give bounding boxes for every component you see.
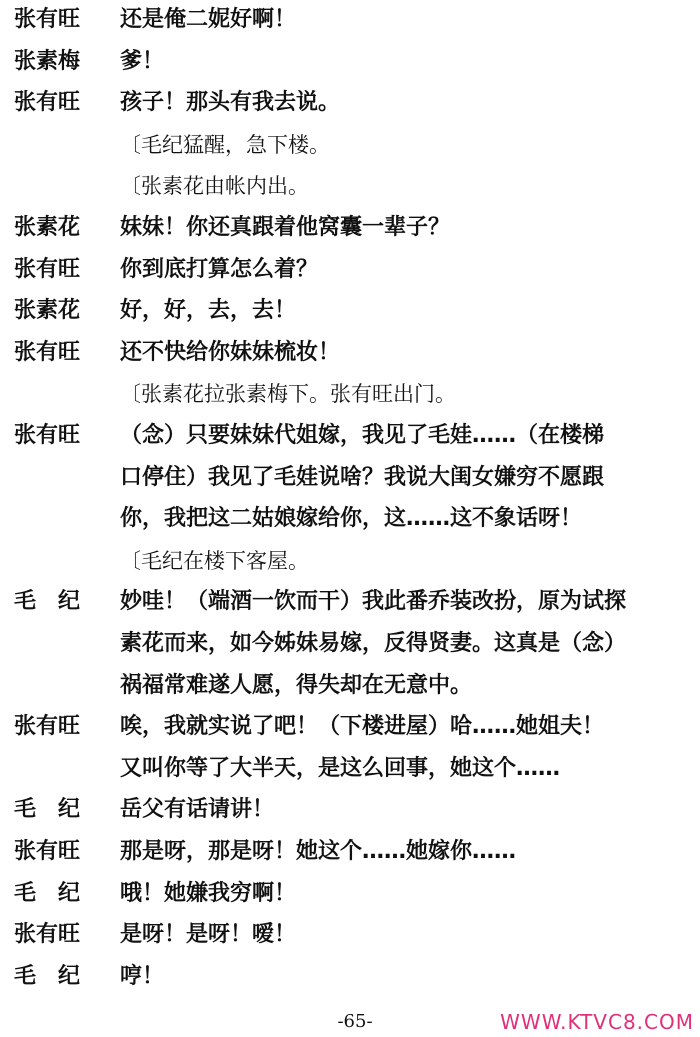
- speaker-name: 张素梅: [14, 48, 81, 74]
- dialogue-line: [0, 790, 700, 830]
- speaker-name: 张有旺: [14, 423, 81, 448]
- speech-text: 你，我把这二姑娘嫁给你，这……这不象话呀！: [120, 506, 583, 532]
- speech-text: 口停住）我见了毛娃说啥？我说大闺女嫌穷不愿跟: [120, 464, 605, 490]
- dialogue-line: [0, 707, 700, 747]
- speaker-name: 毛纪: [14, 880, 103, 906]
- speech-text: 孩子！那头有我去说。: [120, 90, 341, 116]
- dialogue-continuation: [0, 499, 700, 539]
- speaker-name: 张素花: [14, 298, 81, 324]
- dialogue-line: [0, 416, 700, 456]
- speaker-name: 毛纪: [14, 797, 103, 823]
- speech-text: 妹妹！你还真跟着他窝囊一辈子？: [120, 215, 451, 240]
- dialogue-line: [0, 83, 700, 123]
- stage-direction-line: [0, 374, 700, 414]
- speaker-name: 张素花: [14, 215, 81, 240]
- speaker-name: 张有旺: [14, 839, 81, 864]
- speaker-name: 张有旺: [14, 256, 81, 282]
- dialogue-continuation: [0, 666, 700, 706]
- speech-text: 你到底打算怎么着？: [120, 256, 319, 282]
- speech-text: 又叫你等了大半天，是这么回事，她这个……: [120, 755, 561, 781]
- speaker-name: 张有旺: [14, 7, 81, 32]
- stage-direction: 〔张素花由帐内出。: [120, 174, 309, 199]
- stage-direction: 〔张素花拉张素梅下。张有旺出门。: [120, 382, 456, 407]
- dialogue-continuation: [0, 458, 700, 498]
- speech-text: 妙哇！（端酒一饮而干）我此番乔装改扮，原为试探: [120, 589, 627, 615]
- speaker-name: 张有旺: [14, 922, 81, 948]
- speech-text: 素花而来，如今姊妹易嫁，反得贤妻。这真是（念）: [120, 631, 627, 656]
- dialogue-line: [0, 832, 700, 872]
- dialogue-line: [0, 291, 700, 331]
- stage-direction: 〔毛纪在楼下客屋。: [120, 548, 309, 573]
- speaker-name: 张有旺: [14, 714, 81, 740]
- speech-text: 是呀！是呀！嗳！: [120, 922, 297, 948]
- dialogue-line: [0, 0, 700, 40]
- speech-text: 还是俺二妮好啊！: [120, 7, 297, 32]
- stage-direction-line: [0, 541, 700, 581]
- speech-text: 那是呀，那是呀！她这个……她嫁你……: [120, 839, 517, 864]
- speech-text: 好，好，去，去！: [120, 298, 297, 324]
- speech-text: 哦！她嫌我穷啊！: [120, 880, 297, 906]
- watermark-text: WWW.KTVC8.COM: [500, 1010, 694, 1034]
- dialogue-line: [0, 208, 700, 248]
- stage-direction-line: [0, 166, 700, 206]
- speech-text: 哼！: [120, 963, 165, 989]
- dialogue-line: [0, 874, 700, 914]
- speaker-name: 张有旺: [14, 90, 81, 116]
- speech-text: 岳父有话请讲！: [120, 797, 275, 823]
- speech-text: （念）只要妹妹代姐嫁，我见了毛娃……（在楼梯: [120, 423, 605, 448]
- dialogue-line: [0, 250, 700, 290]
- speech-text: 唉，我就实说了吧！（下楼进屋）哈……她姐夫！: [120, 714, 605, 740]
- speech-text: 还不快给你妹妹梳妆！: [120, 339, 341, 365]
- dialogue-line: [0, 915, 700, 955]
- page-number: -65-: [337, 1011, 373, 1032]
- speaker-name: 毛纪: [14, 963, 103, 989]
- speech-text: 祸福常难遂人愿，得失却在无意中。: [120, 672, 473, 698]
- speech-text: 爹！: [120, 48, 165, 74]
- speaker-name: 毛纪: [14, 589, 103, 615]
- speaker-name: 张有旺: [14, 339, 81, 365]
- dialogue-line: [0, 42, 700, 82]
- dialogue-line: [0, 957, 700, 997]
- stage-direction-line: [0, 125, 700, 165]
- dialogue-line: [0, 333, 700, 373]
- dialogue-line: [0, 582, 700, 622]
- dialogue-continuation: [0, 624, 700, 664]
- stage-direction: 〔毛纪猛醒，急下楼。: [120, 132, 330, 157]
- dialogue-continuation: [0, 749, 700, 789]
